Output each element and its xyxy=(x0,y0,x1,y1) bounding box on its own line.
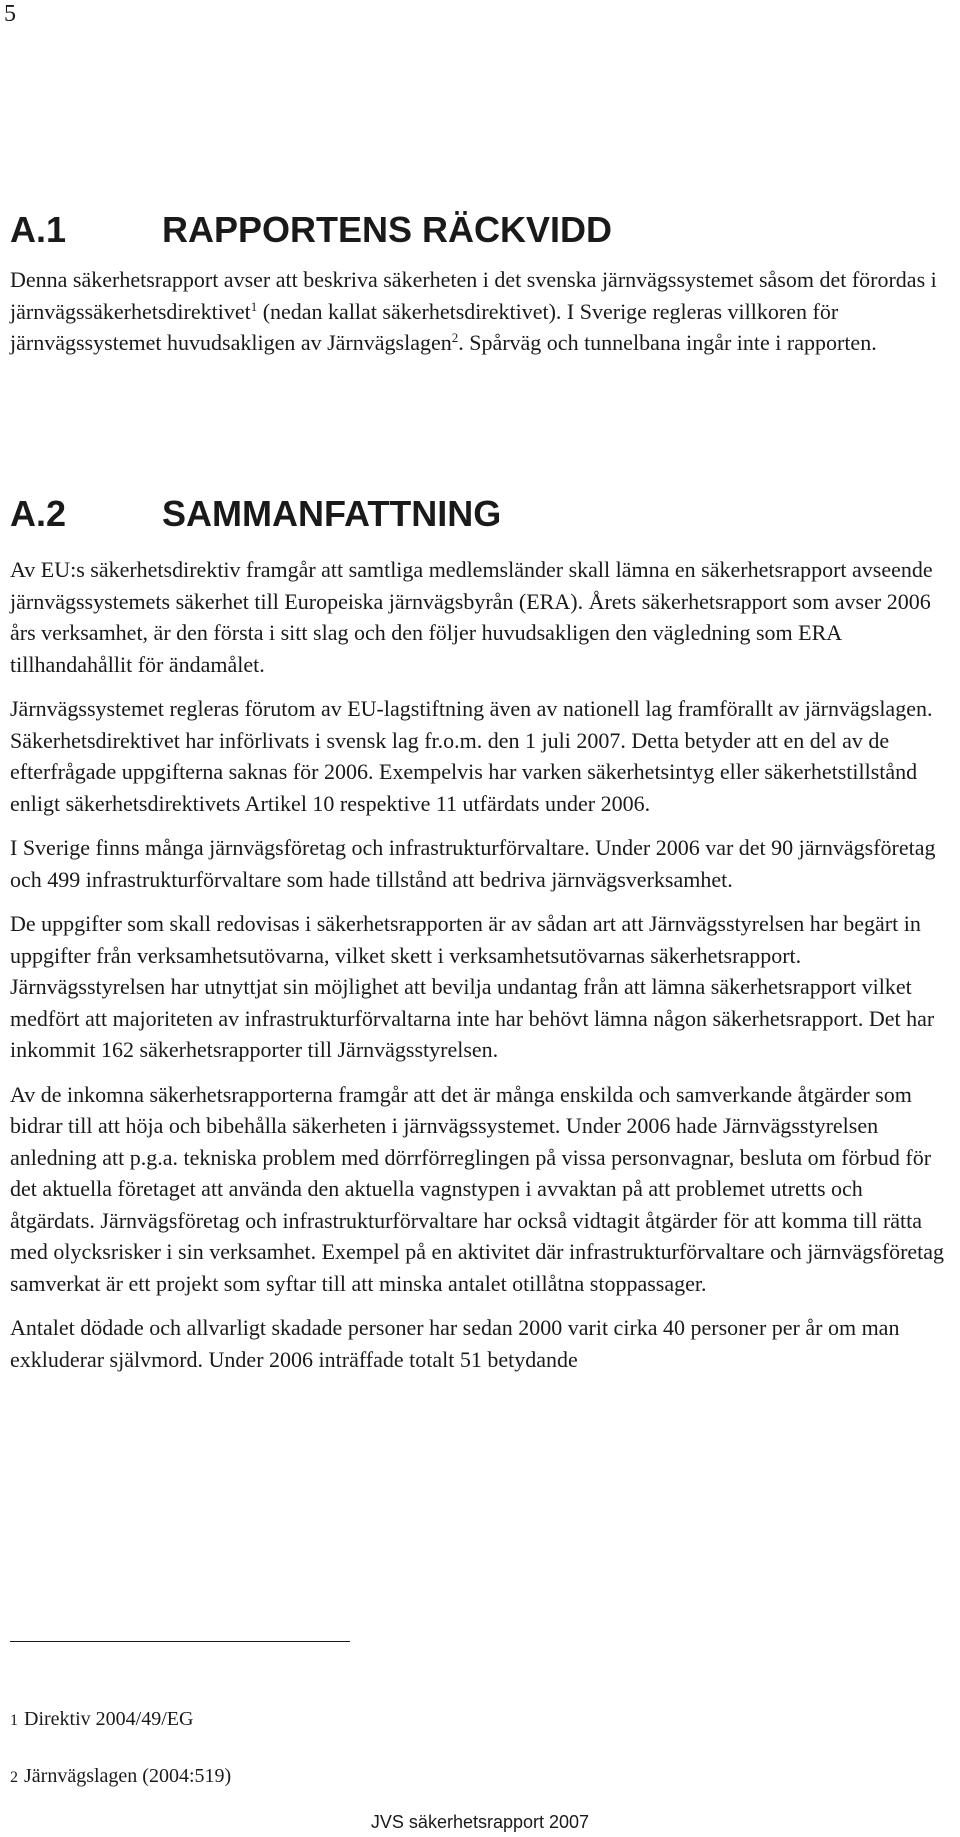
paragraph: Järnvägssystemet regleras förutom av EU-lagstiftning även av nationell lag framförallt av järnvägslagen. Säkerhetsdirektivet har införlivats i svensk lag fr.o.m. den 1 juli 2007. Detta betyder att en del av de efterfrågade uppgifterna saknas för 2006. Exempelvis har varken säkerhetsintyg eller säkerhetstillstånd enligt säkerhetsdirektivets Artikel 10 respektive 11 utfärdats under 2006. xyxy=(10,696,933,816)
section-a2 xyxy=(10,492,945,1388)
paragraph: De uppgifter som skall redovisas i säkerhetsrapporten är av sådan art att Järnvägsstyrelsen har begärt in uppgifter från verksamhetsutövarna, vilket skett i verksamhetsutövarnas säkerhetsrapport. Järnvägsstyrelsen har utnyttjat sin möjlighet att bevilja undantag från att lämna säkerhetsrapport vilket medfört att majoriteten av infrastrukturförvaltarna inte har behövt lämna någon säkerhetsrapport. Det har inkommit 162 säkerhetsrapporter till Järnvägsstyrelsen. xyxy=(10,911,935,1062)
paragraph: Antalet dödade och allvarligt skadade personer har sedan 2000 varit cirka 40 personer per år om man exkluderar självmord. Under 2006 inträffade totalt 51 betydande xyxy=(10,1315,900,1372)
footnote-ref[interactable]: 2 xyxy=(451,330,459,345)
paragraph xyxy=(10,264,945,359)
footnote-text: Järnvägslagen (2004:519) xyxy=(24,1765,232,1787)
section-number: A.2 xyxy=(10,493,67,534)
page-number: 5 xyxy=(4,1,16,27)
paragraph-text: (nedan kallat säkerhetsdirektivet). I Sverige regleras villkoren för järnvägssystemet huvudsakligen av Järnvägslagen xyxy=(10,298,839,355)
footnote-number: 1 xyxy=(10,1712,18,1729)
section-title: SAMMANFATTNING xyxy=(162,493,502,534)
section-a1 xyxy=(10,208,945,372)
section-heading-a1 xyxy=(10,208,945,252)
footnote xyxy=(10,1706,193,1734)
paragraph: Av EU:s säkerhetsdirektiv framgår att samtliga medlemsländer skall lämna en säkerhetsrapport avseende järnvägssystemets säkerhet till Europeiska järnvägsbyrån (ERA). Årets säkerhetsrapport som avser 2006 års verksamhet, är den första i sitt slag och den följer huvudsakligen den vägledning som ERA tillhandahållit för ändamålet. xyxy=(10,557,933,677)
footnote-number: 2 xyxy=(10,1769,18,1786)
paragraph: Av de inkomna säkerhetsrapporterna framgår att det är många enskilda och samverkande åtgärder som bidrar till att höja och bibehålla säkerheten i järnvägssystemet. Under 2006 hade Järnvägsstyrelsen anledning att p.g.a. tekniska problem med dörrförreglingen på vissa personvagnar, besluta om förbud för det aktuella företaget att använda den aktuella vagnstypen i avvaktan på att problemet utretts och åtgärdats. Järnvägsföretag och infrastrukturförvaltare har också vidtagit åtgärder för att komma till rätta med olycksrisker i sin verksamhet. Exempel på en aktivitet där infrastrukturförvaltare och järnvägsföretag samverkat är ett projekt som syftar till att minska antalet otillåtna stoppassager. xyxy=(10,1081,945,1296)
footnote xyxy=(10,1763,231,1791)
section-title: RAPPORTENS RÄCKVIDD xyxy=(162,209,613,250)
paragraph-text: . Spårväg och tunnelbana ingår inte i rapporten. xyxy=(458,330,877,355)
footnote-ref[interactable]: 1 xyxy=(250,298,258,314)
page-footer: JVS säkerhetsrapport 2007 xyxy=(370,1812,590,1832)
paragraph-text: Denna säkerhetsrapport avser att beskriva säkerheten i det svenska järnvägssystemet såsom det förordas i järnvägssäkerhetsdirektivet xyxy=(10,267,937,324)
section-heading-a2 xyxy=(10,492,945,536)
section-number: A.1 xyxy=(10,209,67,250)
paragraph: I Sverige finns många järnvägsföretag och infrastrukturförvaltare. Under 2006 var det 90 järnvägsföretag och 499 infrastrukturförvaltare som hade tillstånd att bedriva järnvägsverksamhet. xyxy=(10,835,936,892)
footnote-separator xyxy=(10,1641,350,1642)
footnote-text: Direktiv 2004/49/EG xyxy=(24,1708,194,1730)
